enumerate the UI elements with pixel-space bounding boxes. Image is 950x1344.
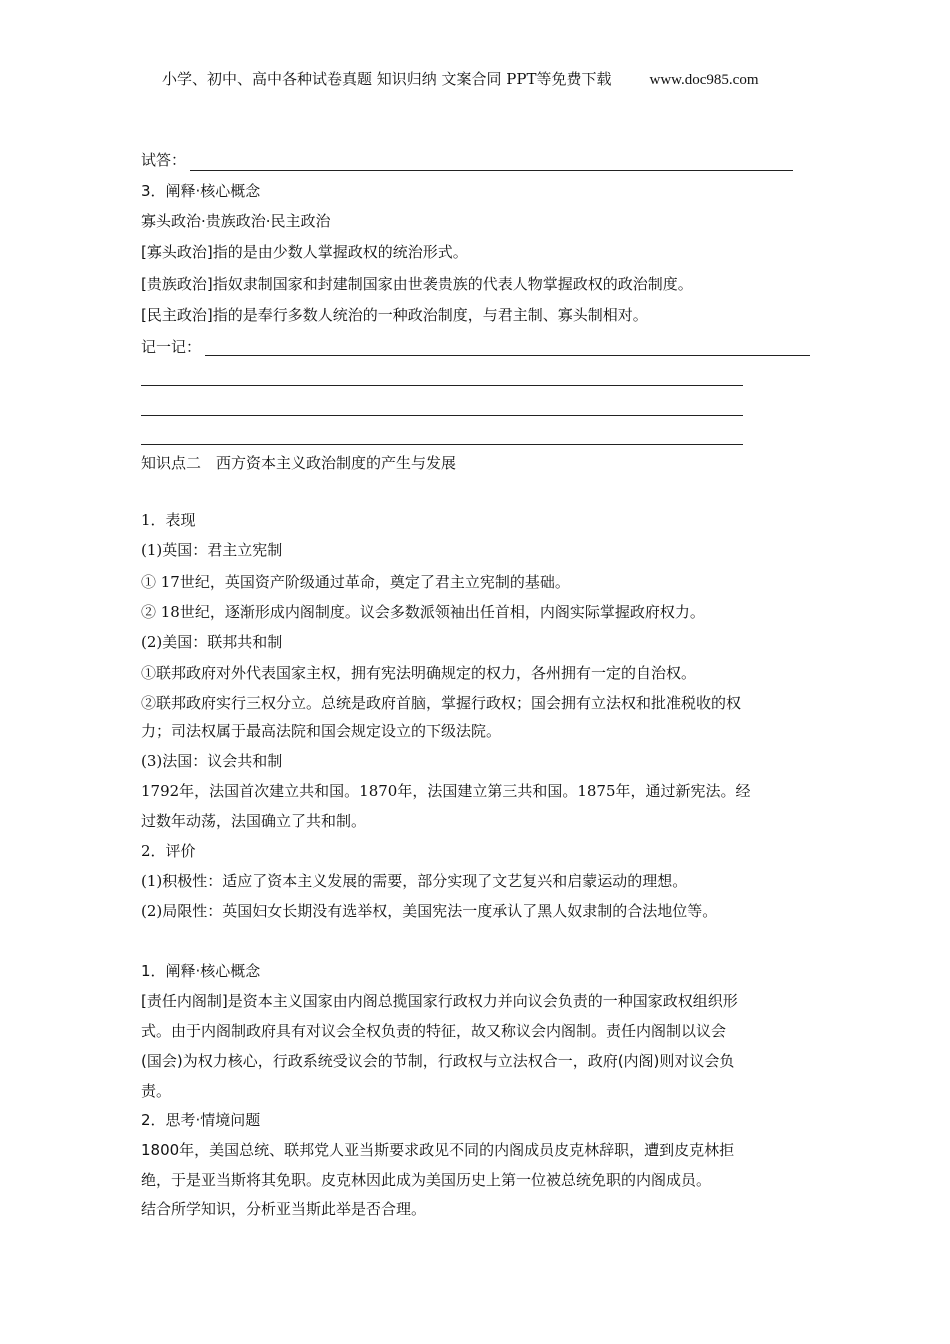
text-line: ① 17世纪，英国资产阶级通过革命，奠定了君主立宪制的基础。 xyxy=(141,573,570,591)
text-line: [民主政治]指的是奉行多数人统治的一种政治制度，与君主制、寡头制相对。 xyxy=(141,306,648,324)
text-line: 式。由于内阁制政府具有对议会全权负责的特征，故又称议会内阁制。责任内阁制以议会 xyxy=(141,1022,727,1040)
note-blank-line xyxy=(141,444,743,445)
section-heading: 2．评价 xyxy=(141,842,196,860)
text-line: (2)美国：联邦共和制 xyxy=(141,633,283,651)
text-line: [寡头政治]指的是由少数人掌握政权的统治形式。 xyxy=(141,243,468,261)
text-line: (2)局限性：英国妇女长期没有选举权，美国宪法一度承认了黑人奴隶制的合法地位等。 xyxy=(141,902,718,920)
text-line: 责。 xyxy=(141,1082,172,1100)
note-blank-line xyxy=(141,385,743,386)
note-blank-line xyxy=(141,415,743,416)
section-heading: 1．表现 xyxy=(141,511,196,529)
header-text: 小学、初中、高中各种试卷真题 知识归纳 文案合同 PPT等免费下载 xyxy=(162,70,612,88)
text-line: 过数年动荡，法国确立了共和制。 xyxy=(141,812,367,830)
section-heading: 2．思考·情境问题 xyxy=(141,1111,261,1129)
text-line: 1792年，法国首次建立共和国。1870年，法国建立第三共和国。1875年，通过新宪法。经 xyxy=(141,782,751,800)
text-line: ①联邦政府对外代表国家主权，拥有宪法明确规定的权力，各州拥有一定的自治权。 xyxy=(141,664,697,682)
answer-blank-line xyxy=(190,170,793,171)
text-line: 结合所学知识，分析亚当斯此举是否合理。 xyxy=(141,1200,427,1218)
section-heading: 1．阐释·核心概念 xyxy=(141,962,261,980)
text-line: (3)法国：议会共和制 xyxy=(141,752,283,770)
text-line: 力；司法权属于最高法院和国会规定设立的下级法院。 xyxy=(141,722,502,740)
text-line: 1800年，美国总统、联邦党人亚当斯要求政见不同的内阁成员皮克林辞职，遭到皮克林拒 xyxy=(141,1141,735,1159)
text-line: [责任内阁制]是资本主义国家由内阁总揽国家行政权力并向议会负责的一种国家政权组织形 xyxy=(141,992,738,1010)
knowledge-point-title: 知识点二 西方资本主义政治制度的产生与发展 xyxy=(141,454,457,472)
note-blank-line xyxy=(205,355,810,356)
text-line: ②联邦政府实行三权分立。总统是政府首脑，掌握行政权；国会拥有立法权和批准税收的权 xyxy=(141,694,742,712)
text-line: (1)英国：君主立宪制 xyxy=(141,541,283,559)
answer-label: 试答： xyxy=(141,151,187,169)
section-heading: 3．阐释·核心概念 xyxy=(141,182,261,200)
note-label: 记一记： xyxy=(141,338,202,356)
text-line: [贵族政治]指奴隶制国家和封建制国家由世袭贵族的代表人物掌握政权的政治制度。 xyxy=(141,275,693,293)
header-url: www.doc985.com xyxy=(649,72,759,88)
text-line: ② 18世纪，逐渐形成内阁制度。议会多数派领袖出任首相，内阁实际掌握政府权力。 xyxy=(141,603,705,621)
text-line: 寡头政治·贵族政治·民主政治 xyxy=(141,212,331,230)
text-line: (1)积极性：适应了资本主义发展的需要，部分实现了文艺复兴和启蒙运动的理想。 xyxy=(141,872,688,890)
text-line: (国会)为权力核心，行政系统受议会的节制，行政权与立法权合一，政府(内阁)则对议会负 xyxy=(141,1052,735,1070)
text-line: 绝，于是亚当斯将其免职。皮克林因此成为美国历史上第一位被总统免职的内阁成员。 xyxy=(141,1171,712,1189)
page-header xyxy=(162,69,759,90)
